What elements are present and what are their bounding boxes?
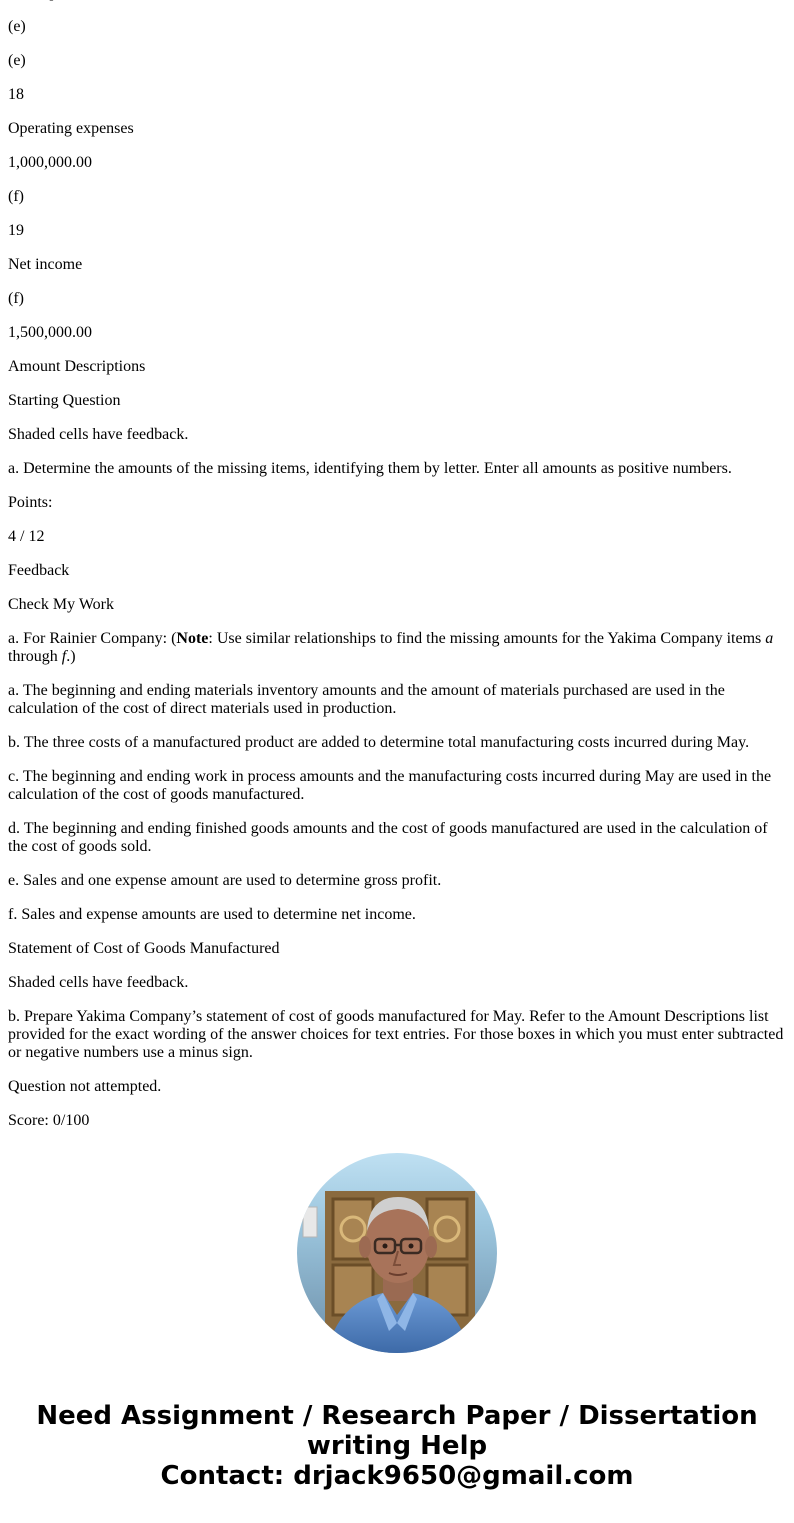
shaded-cells-note: Shaded cells have feedback.: [8, 426, 189, 443]
question-status: Question not attempted.: [8, 1078, 162, 1095]
feedback-item-e: e. Sales and one expense amount are used to determine gross profit.: [8, 872, 442, 889]
net-income-value-a: (f): [8, 290, 24, 307]
note-middle: : Use similar relationships to find the missing amounts for the Yakima Company items: [208, 630, 766, 647]
note-suffix: .): [66, 648, 76, 665]
amount-descriptions-heading[interactable]: Amount Descriptions: [8, 358, 146, 375]
feedback-item-c: c. The beginning and ending work in process amounts and the manufacturing costs incurred during May are used in the calculation of the cost of goods manufactured.: [8, 768, 772, 803]
note-italic-a: a: [765, 630, 774, 647]
note-through: through: [8, 648, 62, 665]
operating-expenses-value-a: 1,000,000.00: [8, 154, 92, 171]
feedback-item-d: d. The beginning and ending finished goods amounts and the cost of goods manufactured are used in the calculation of the cost of goods sold.: [8, 820, 768, 855]
gross-profit-value-a: (e): [8, 18, 26, 35]
row-number-19: 19: [8, 222, 24, 239]
question-b-text: b. Prepare Yakima Company’s statement of cost of goods manufactured for May. Refer to the Amount Descriptions list provided for the exact wording of the answer choices for text entries. For those boxes in which you must enter subtracted or negative numbers use a minus sign.: [8, 1008, 784, 1061]
feedback-item-a: a. The beginning and ending materials inventory amounts and the amount of materials purchased are used in the calculation of the cost of direct materials used in production.: [8, 682, 725, 717]
gross-profit-label: [8, 0, 786, 2]
question-score: Score: 0/100: [8, 1112, 90, 1126]
operating-expenses-label: Operating expenses: [8, 120, 134, 137]
feedback-heading: Feedback: [8, 562, 70, 579]
document-content: [8, 0, 786, 1126]
points-value: 4 / 12: [8, 528, 45, 545]
starting-question-heading: Starting Question: [8, 392, 121, 409]
section-b-shaded-note: Shaded cells have feedback.: [8, 974, 189, 991]
person-photo-icon: [297, 1153, 497, 1353]
note-italic-f: f: [61, 648, 67, 665]
gross-profit-value-b: (e): [8, 52, 26, 69]
promo-contact-email[interactable]: Contact: drjack9650@gmail.com: [160, 1461, 634, 1491]
feedback-item-f: f. Sales and expense amounts are used to determine net income.: [8, 906, 416, 923]
check-my-work-button[interactable]: Check My Work: [8, 596, 114, 613]
row-number-18: 18: [8, 86, 24, 103]
operating-expenses-value-b: (f): [8, 188, 24, 205]
net-income-label: Net income: [8, 256, 83, 273]
note-bold: Note: [176, 630, 209, 647]
promo-line-1: Need Assignment / Research Paper / Dissertation: [36, 1401, 758, 1431]
points-label: Points:: [8, 494, 53, 511]
promo-banner: [0, 1138, 794, 1523]
promo-line-2: writing Help: [306, 1431, 488, 1461]
question-a-text: a. Determine the amounts of the missing items, identifying them by letter. Enter all amounts as positive numbers.: [8, 460, 732, 477]
section-b-title: Statement of Cost of Goods Manufactured: [8, 940, 280, 957]
feedback-item-b: b. The three costs of a manufactured product are added to determine total manufacturing costs incurred during May.: [8, 734, 750, 751]
rainier-note: [8, 630, 786, 666]
net-income-value-b: 1,500,000.00: [8, 324, 92, 341]
promo-contact-text: [0, 1401, 794, 1491]
note-prefix: a. For Rainier Company: (: [8, 630, 177, 647]
